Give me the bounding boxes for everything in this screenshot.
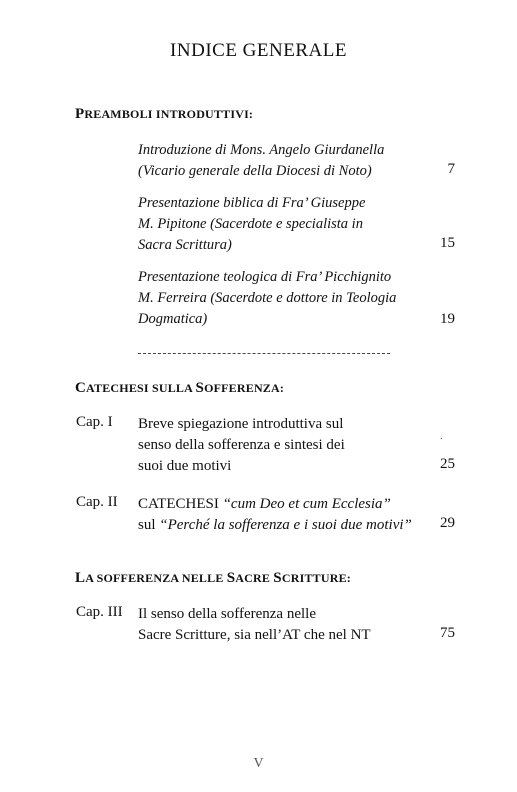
page-number: 19: [440, 311, 455, 327]
page-footer-number: V: [253, 756, 264, 771]
page-number: 29: [440, 515, 455, 531]
page-number: 75: [440, 625, 455, 641]
chapter-label: Cap. III: [76, 604, 123, 620]
stray-dot-mark: .: [440, 431, 443, 442]
toc-entry-presentazione-biblica: Presentazione biblica di Fra’ Giuseppe M. Pipitone (Sacerdote e specialista in Sacra Scrittura): [138, 195, 366, 253]
section-heading-sacre-scritture: LA SOFFERENZA NELLE SACRE SCRITTURE:: [75, 570, 351, 586]
toc-entry-cap-2: CATECHESI “cum Deo et cum Ecclesia” sul “Perché la sofferenza e i suoi due motivi”: [138, 496, 412, 533]
toc-entry-introduzione: Introduzione di Mons. Angelo Giurdanella (Vicario generale della Diocesi di Noto): [138, 142, 385, 179]
page-number: 7: [447, 161, 455, 177]
chapter-label: Cap. I: [76, 414, 113, 430]
toc-entry-cap-1: Breve spiegazione introduttiva sul senso della sofferenza e sintesi dei suoi due motivi: [138, 416, 345, 474]
section-heading-catechesi: CATECHESI SULLA SOFFERENZA:: [75, 380, 285, 396]
page-title: INDICE GENERALE: [170, 40, 347, 61]
page-number: 25: [440, 456, 455, 472]
page-number: 15: [440, 235, 455, 251]
toc-entry-cap-3: Il senso della sofferenza nelle Sacre Scritture, sia nell’AT che nel NT: [138, 606, 371, 643]
chapter-label: Cap. II: [76, 494, 118, 510]
dashed-divider: [138, 353, 390, 354]
toc-entry-presentazione-teologica: Presentazione teologica di Fra’ Picchignito M. Ferreira (Sacerdote e dottore in Teologia Dogmatica): [138, 269, 397, 327]
section-heading-preamboli: PREAMBOLI INTRODUTTIVI:: [75, 106, 254, 122]
